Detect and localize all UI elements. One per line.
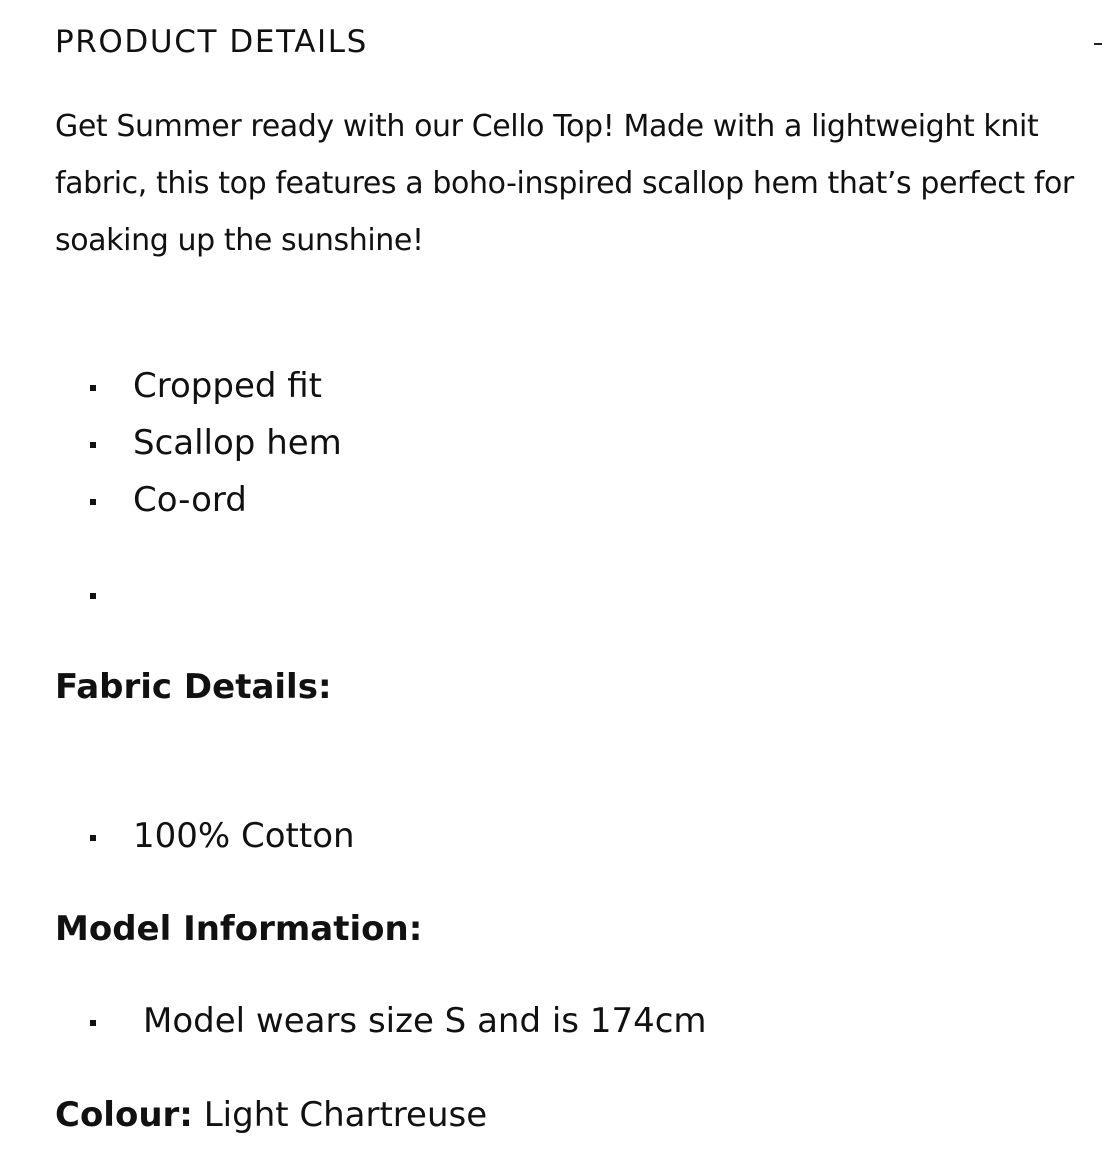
fabric-details-heading: Fabric Details: (55, 667, 332, 707)
feature-text: Cropped fit (133, 366, 322, 406)
bullet-icon (90, 835, 96, 841)
bullet-icon (90, 593, 96, 599)
list-item (55, 993, 1095, 1050)
product-description: Get Summer ready with our Cello Top! Made with a lightweight knit fabric, this top features a boho-inspired scallop hem that’s perfect for soaking up the sunshine! (55, 109, 1074, 258)
product-details-accordion-header[interactable] (55, 20, 1102, 66)
colour-line (55, 1093, 487, 1137)
fabric-list (55, 808, 1095, 865)
feature-text: Co-ord (133, 480, 247, 520)
model-text: Model wears size S and is 174cm (143, 1001, 707, 1041)
fabric-text: 100% Cotton (133, 816, 355, 856)
colour-value: Light Chartreuse (203, 1095, 488, 1135)
list-item (55, 808, 1095, 865)
list-item (55, 472, 1095, 529)
model-list (55, 993, 1095, 1050)
colour-label: Colour: (55, 1095, 193, 1135)
feature-list (55, 358, 1095, 529)
empty-list-item (55, 566, 255, 623)
bullet-icon (90, 1020, 96, 1026)
feature-text: Scallop hem (133, 423, 342, 463)
model-information-heading: Model Information: (55, 909, 423, 949)
bullet-icon (90, 499, 96, 505)
bullet-icon (90, 442, 96, 448)
bullet-icon (90, 385, 96, 391)
product-details-title: PRODUCT DETAILS (55, 24, 368, 60)
list-item (55, 415, 1095, 472)
minus-icon[interactable] (1094, 43, 1102, 45)
list-item (55, 358, 1095, 415)
